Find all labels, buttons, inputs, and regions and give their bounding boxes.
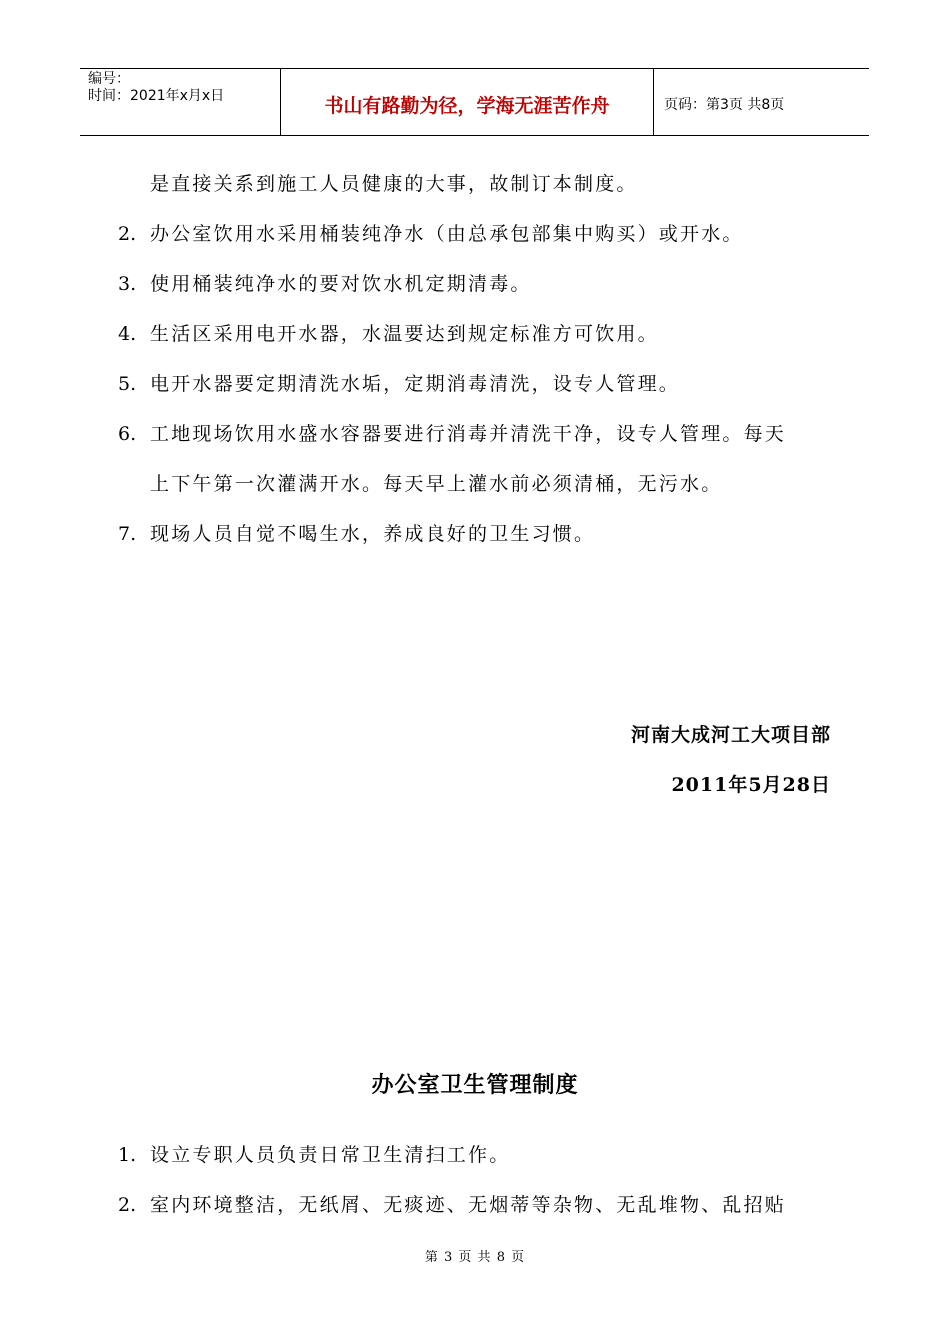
list-item-number: 1. (118, 1144, 137, 1166)
list-item-text: 使用桶装纯净水的要对饮水机定期清毒。 (150, 273, 532, 295)
document-number-label: 编号： (88, 71, 130, 87)
list-item-text: 生活区采用电开水器，水温要达到规定标准方可饮用。 (150, 323, 659, 345)
list-item-text: 现场人员自觉不喝生水，养成良好的卫生习惯。 (150, 523, 596, 545)
list-item-number: 5. (118, 373, 137, 395)
list-item (118, 1143, 510, 1167)
list-item-text: 电开水器要定期清洗水垢，定期消毒清洗，设专人管理。 (150, 373, 681, 395)
list-item-number: 4. (118, 323, 137, 345)
list-item-text: 工地现场饮用水盛水容器要进行消毒并清洗干净，设专人管理。每天 (150, 423, 787, 445)
header-page-info: 页码：第3页 共8页 (664, 97, 785, 113)
header-meta (80, 69, 281, 135)
list-item-number: 3. (118, 273, 137, 295)
list-item-number: 7. (118, 523, 137, 545)
list-item (118, 372, 680, 396)
page-footer: 第 3 页 共 8 页 (424, 1250, 526, 1265)
list-item-text: 室内环境整洁，无纸屑、无痰迹、无烟蒂等杂物、无乱堆物、乱招贴 (150, 1194, 787, 1216)
document-header (80, 68, 869, 136)
header-motto: 书山有路勤为径，学海无涯苦作舟 (281, 69, 654, 135)
signature-organization: 河南大成河工大项目部 (630, 724, 831, 746)
list-item (118, 1193, 786, 1217)
list-item-number: 2. (118, 223, 137, 245)
list-item (118, 422, 786, 446)
list-item-continuation: 上下午第一次灌满开水。每天早上灌水前必须清桶，无污水。 (150, 473, 723, 495)
document-time-label: 时间：2021年x月x日 (88, 88, 225, 104)
list-item-text: 设立专职人员负责日常卫生清扫工作。 (150, 1144, 511, 1166)
list-item-number: 2. (118, 1194, 137, 1216)
list-item-number: 6. (118, 423, 137, 445)
list-item (118, 522, 595, 546)
paragraph-continuation: 是直接关系到施工人员健康的大事，故制订本制度。 (150, 173, 638, 195)
list-item (118, 272, 532, 296)
section-title: 办公室卫生管理制度 (371, 1072, 579, 1098)
list-item (118, 322, 659, 346)
signature-date: 2011年5月28日 (671, 774, 831, 796)
list-item-text: 办公室饮用水采用桶装纯净水（由总承包部集中购买）或开水。 (150, 223, 744, 245)
list-item (118, 222, 744, 246)
